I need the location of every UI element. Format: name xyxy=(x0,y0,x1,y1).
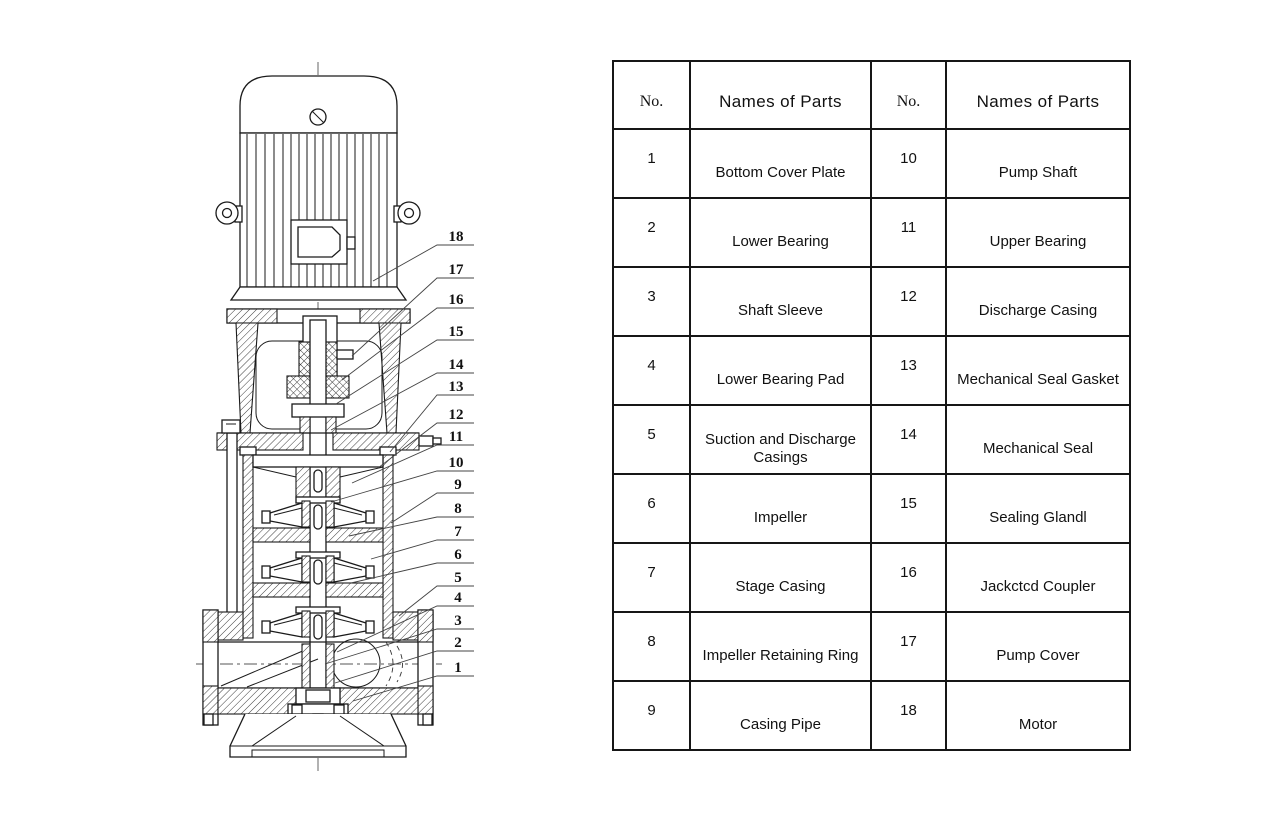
header-names-left: Names of Parts xyxy=(690,61,871,129)
callout-label: 17 xyxy=(448,262,464,278)
table-row xyxy=(613,198,1130,267)
part-name-cell: Jackctcd Coupler xyxy=(946,543,1130,612)
header-names-right: Names of Parts xyxy=(946,61,1130,129)
seal-gland xyxy=(292,404,344,417)
impeller xyxy=(262,497,374,529)
callout-label: 13 xyxy=(448,379,464,395)
callout-label: 3 xyxy=(454,613,462,629)
impeller xyxy=(262,607,374,639)
part-name-cell: Mechanical Seal Gasket xyxy=(946,336,1130,405)
parts-table xyxy=(612,60,1131,751)
part-number-cell: 11 xyxy=(871,198,946,267)
callout-label: 12 xyxy=(448,407,464,423)
part-name-cell: Pump Shaft xyxy=(946,129,1130,198)
tie-rod xyxy=(222,420,240,637)
callout-label: 18 xyxy=(448,229,464,245)
callout-label: 8 xyxy=(454,501,462,517)
part-name-cell: Casing Pipe xyxy=(690,681,871,750)
upper-bearing xyxy=(253,455,383,497)
callout-label: 6 xyxy=(454,547,462,563)
callout-label: 7 xyxy=(454,524,462,540)
part-number-cell: 8 xyxy=(613,612,690,681)
header-no-right: No. xyxy=(871,61,946,129)
table-row xyxy=(613,405,1130,474)
part-name-cell: Bottom Cover Plate xyxy=(690,129,871,198)
callout-label: 14 xyxy=(448,357,464,373)
part-name-cell: Pump Cover xyxy=(946,612,1130,681)
part-name-cell: Upper Bearing xyxy=(946,198,1130,267)
terminal-box xyxy=(291,220,355,264)
part-number-cell: 6 xyxy=(613,474,690,543)
lower-bearing xyxy=(296,688,340,704)
part-name-cell: Motor xyxy=(946,681,1130,750)
part-name-cell: Impeller Retaining Ring xyxy=(690,612,871,681)
table-row xyxy=(613,129,1130,198)
part-name-cell: Stage Casing xyxy=(690,543,871,612)
pump-base xyxy=(230,714,406,757)
part-name-cell: Lower Bearing xyxy=(690,198,871,267)
part-number-cell: 12 xyxy=(871,267,946,336)
part-name-cell: Shaft Sleeve xyxy=(690,267,871,336)
impeller xyxy=(262,552,374,584)
callout-label: 10 xyxy=(448,455,464,471)
callout-label: 11 xyxy=(448,429,464,445)
callout-label: 15 xyxy=(448,324,464,340)
part-number-cell: 10 xyxy=(871,129,946,198)
part-number-cell: 3 xyxy=(613,267,690,336)
table-row xyxy=(613,681,1130,750)
impellers xyxy=(262,497,374,639)
table-row xyxy=(613,474,1130,543)
part-number-cell: 2 xyxy=(613,198,690,267)
part-name-cell: Impeller xyxy=(690,474,871,543)
callout-label: 9 xyxy=(454,477,462,493)
table-row xyxy=(613,543,1130,612)
part-name-cell: Sealing Glandl xyxy=(946,474,1130,543)
part-number-cell: 5 xyxy=(613,405,690,474)
part-number-cell: 13 xyxy=(871,336,946,405)
part-name-cell: Lower Bearing Pad xyxy=(690,336,871,405)
callout-label: 16 xyxy=(448,292,464,308)
part-number-cell: 7 xyxy=(613,543,690,612)
motor xyxy=(216,76,420,300)
pump-cross-section-diagram xyxy=(0,0,560,818)
part-name-cell: Discharge Casing xyxy=(946,267,1130,336)
part-name-cell: Suction and Discharge Casings xyxy=(690,405,871,474)
callout-5 xyxy=(399,570,474,616)
part-number-cell: 4 xyxy=(613,336,690,405)
callout-label: 2 xyxy=(454,635,462,651)
top-bolt-icon xyxy=(310,109,326,125)
part-number-cell: 1 xyxy=(613,129,690,198)
table-row xyxy=(613,336,1130,405)
header-no-left: No. xyxy=(613,61,690,129)
table-header-row xyxy=(613,61,1130,129)
table-row xyxy=(613,612,1130,681)
callout-label: 4 xyxy=(454,590,462,606)
part-number-cell: 14 xyxy=(871,405,946,474)
part-name-cell: Mechanical Seal xyxy=(946,405,1130,474)
part-number-cell: 9 xyxy=(613,681,690,750)
table-row xyxy=(613,267,1130,336)
part-number-cell: 18 xyxy=(871,681,946,750)
callout-label: 5 xyxy=(454,570,462,586)
part-number-cell: 15 xyxy=(871,474,946,543)
part-number-cell: 17 xyxy=(871,612,946,681)
callout-label: 1 xyxy=(454,660,462,676)
part-number-cell: 16 xyxy=(871,543,946,612)
